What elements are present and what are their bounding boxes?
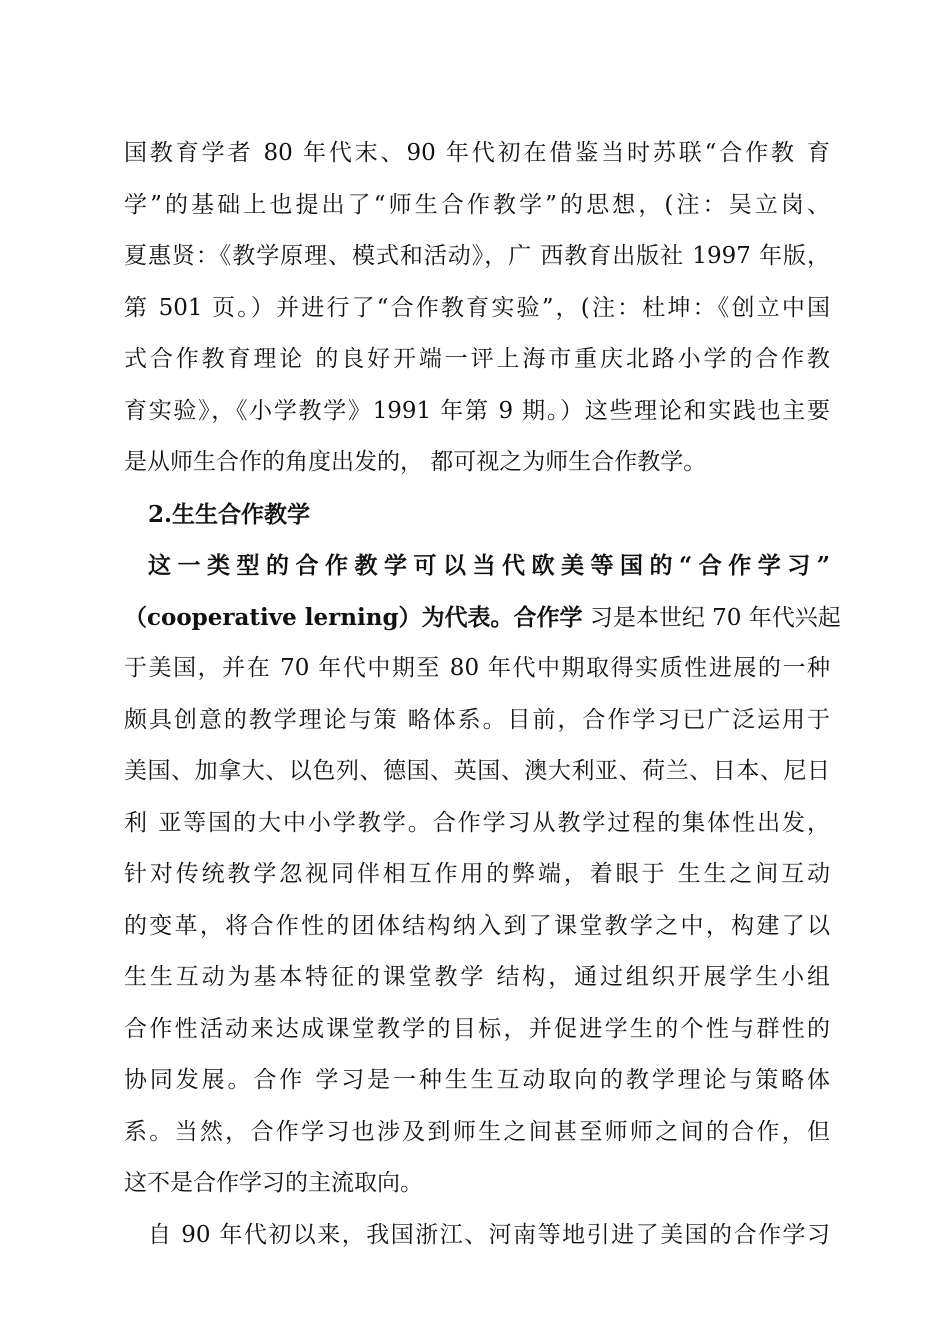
paragraph2-normal-run: 习是本世纪 70 年代兴起: [582, 604, 841, 631]
paragraph2-line: 的变革，将合作性的团体结构纳入到了课堂教学之中，构建了以: [124, 912, 830, 939]
paragraph2-line: 这一类型的合作教学可以当代欧美等国的“合作学习”: [148, 552, 830, 579]
paragraph2-line: 于美国，并在 70 年代中期至 80 年代中期取得实质性进展的一种: [124, 655, 830, 681]
paragraph2-line: [124, 592, 841, 644]
paragraph1-line: 育实验》，《小学教学》1991 年第 9 期。）这些理论和实践也主要: [124, 397, 830, 424]
paragraph2-line: 颇具创意的教学理论与策 略体系。目前，合作学习已广泛运用于: [124, 706, 830, 733]
paragraph2-line: 美国、加拿大、以色列、德国、英国、澳大利亚、荷兰、日本、尼日: [124, 758, 830, 784]
paragraph1-line: 夏惠贤：《教学原理、模式和活动》，广 西教育出版社 1997 年版，: [124, 243, 830, 269]
paragraph2-line: 系。当然，合作学习也涉及到师生之间甚至师师之间的合作，但: [124, 1118, 830, 1145]
paragraph1-line: 第 501 页。）并进行了“合作教育实验”，(注：杜坤：《创立中国: [124, 294, 830, 321]
paragraph2-line: 这不是合作学习的主流取向。: [124, 1170, 423, 1196]
paragraph1-line: 是从师生合作的角度出发的， 都可视之为师生合作教学。: [124, 449, 707, 475]
paragraph2-line: 利 亚等国的大中小学教学。合作学习从教学过程的集体性出发，: [124, 809, 830, 836]
paragraph2-bold-run: （cooperative lerning）为代表。合作学: [124, 603, 583, 631]
paragraph1-line: 学”的基础上也提出了“师生合作教学”的思想，(注：吴立岗、: [124, 191, 830, 218]
paragraph2-line: 合作性活动来达成课堂教学的目标，并促进学生的个性与群性的: [124, 1015, 830, 1042]
document-body: [124, 128, 841, 1261]
paragraph1-line: 式合作教育理论 的良好开端一评上海市重庆北路小学的合作教: [124, 346, 830, 372]
paragraph2-line: 生生互动为基本特征的课堂教学 结构，通过组织开展学生小组: [124, 964, 830, 990]
section-heading: 2.生生合作教学: [148, 500, 311, 528]
paragraph2-line: 针对传统教学忽视同伴相互作用的弊端，着眼于 生生之间互动: [124, 861, 830, 887]
paragraph2-line: 协同发展。合作 学习是一种生生互动取向的教学理论与策略体: [124, 1067, 830, 1093]
paragraph1-line: 国教育学者 80 年代末、90 年代初在借鉴当时苏联“合作教 育: [124, 140, 830, 166]
paragraph3-line: 自 90 年代初以来，我国浙江、河南等地引进了美国的合作学习: [148, 1221, 830, 1248]
